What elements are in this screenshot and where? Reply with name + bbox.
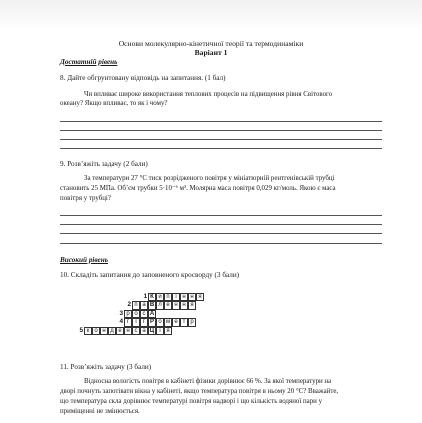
crossword-cell: Ц [149, 327, 155, 334]
crossword-cell: а [140, 327, 148, 335]
section-sufficient: Достатній рівень [60, 58, 118, 66]
crossword-cell: н [188, 293, 196, 301]
answer-line[interactable] [60, 224, 382, 225]
crossword-cell: г [124, 318, 132, 326]
crossword-cell: е [116, 327, 124, 335]
crossword-cell: Р [149, 319, 154, 326]
crossword-cell: н [180, 301, 188, 309]
crossword-cell: н [124, 327, 132, 335]
crossword-cell: е [164, 301, 172, 309]
section-high: Високий рівень [60, 256, 109, 264]
crossword-row-number: 1 [143, 293, 147, 300]
answer-line[interactable] [60, 243, 382, 244]
q9-title: 9. Розв’яжіть задачу (2 бали) [60, 160, 148, 168]
answer-line[interactable] [60, 121, 382, 122]
crossword-cell: а [140, 301, 148, 309]
crossword-cell: п [132, 301, 140, 309]
q11-text-line3: що температура скла дорівнює температурі повітря надворі і що кількість водяної пари у [60, 398, 323, 405]
crossword-cell: к [84, 327, 92, 335]
crossword-cell: і [172, 293, 180, 301]
crossword-cell: п [164, 293, 172, 301]
answer-line[interactable] [60, 215, 382, 216]
q8-text-line1: Чи впливає широке використання теплових процесів на підвищення рівня Світового [84, 91, 333, 98]
crossword-cell: г [140, 318, 148, 326]
crossword-cell: я [196, 293, 204, 301]
crossword-cell: А [149, 310, 155, 317]
q11-text-line1: Відносна вологість повітря в кабінеті фізики дорівнює 66 %. За якої температури на [84, 378, 332, 385]
crossword-cell: о [156, 318, 164, 326]
answer-line[interactable] [60, 130, 382, 131]
q9-text-line2: становить 25 МПа. Об’єм трубки 5·10⁻⁶ м³. Молярна маса повітря 0,029 кг/моль. Якою є маса [60, 185, 336, 192]
crossword-row-number: 5 [79, 326, 83, 334]
crossword-cell: н [100, 327, 108, 335]
crossword-cell: В [149, 302, 155, 309]
crossword-cell: К [148, 293, 156, 301]
crossword-cell: р [124, 310, 132, 318]
q9-text-line1: За температури 27 °С тиск розрідженого повітря у мініатюрній рентгенівській трубці [84, 175, 335, 182]
crossword-cell: о [132, 310, 140, 318]
q11-text-line4: приміщенні не змінюється. [60, 408, 140, 415]
crossword-cell: м [165, 319, 171, 326]
crossword-cell: с [140, 310, 148, 318]
q9-text-line3: повітря у трубці? [60, 195, 111, 202]
answer-line[interactable] [60, 139, 382, 140]
crossword-cell: е [172, 318, 180, 326]
crossword-cell: т [180, 318, 188, 326]
answer-line[interactable] [60, 233, 382, 234]
q10-title: 10. Складіть запитання до заповненого кросворду (3 бали) [60, 271, 240, 279]
crossword-cell: н [180, 293, 188, 301]
crossword-row-number: 3 [119, 309, 123, 317]
worksheet-title: Основи молекулярно-кінетичної теорії та термодинаміки [118, 39, 304, 48]
crossword-cell: р [188, 318, 196, 326]
q8-text-line2: океану? Якщо впливає, то як і чому? [60, 100, 168, 107]
q11-text-line2: дворі почнуть запотівати вікна у кабінеті, якщо температура повітря в ньому 20 °С? Вважайте, [60, 388, 339, 395]
crossword-row-number: 4 [119, 318, 123, 326]
crossword-cell: і [132, 318, 140, 326]
crossword-cell: л [156, 301, 164, 309]
crossword-cell: д [108, 327, 116, 335]
answer-line[interactable] [60, 148, 382, 149]
crossword-cell: н [172, 301, 180, 309]
crossword-cell: о [92, 327, 100, 335]
variant-label: Варіант 1 [194, 48, 228, 57]
crossword-row-number: 2 [127, 301, 131, 309]
crossword-cell: с [132, 327, 140, 335]
q11-title: 11. Розв’яжіть задачу (3 бали) [60, 363, 152, 371]
crossword-cell: і [156, 327, 164, 335]
crossword-cell: и [156, 293, 164, 301]
crossword-cell: я [164, 327, 172, 335]
q8-title: 8. Дайте обгрунтовану відповідь на запитання. (1 бал) [60, 74, 226, 82]
crossword-cell: я [188, 301, 196, 309]
